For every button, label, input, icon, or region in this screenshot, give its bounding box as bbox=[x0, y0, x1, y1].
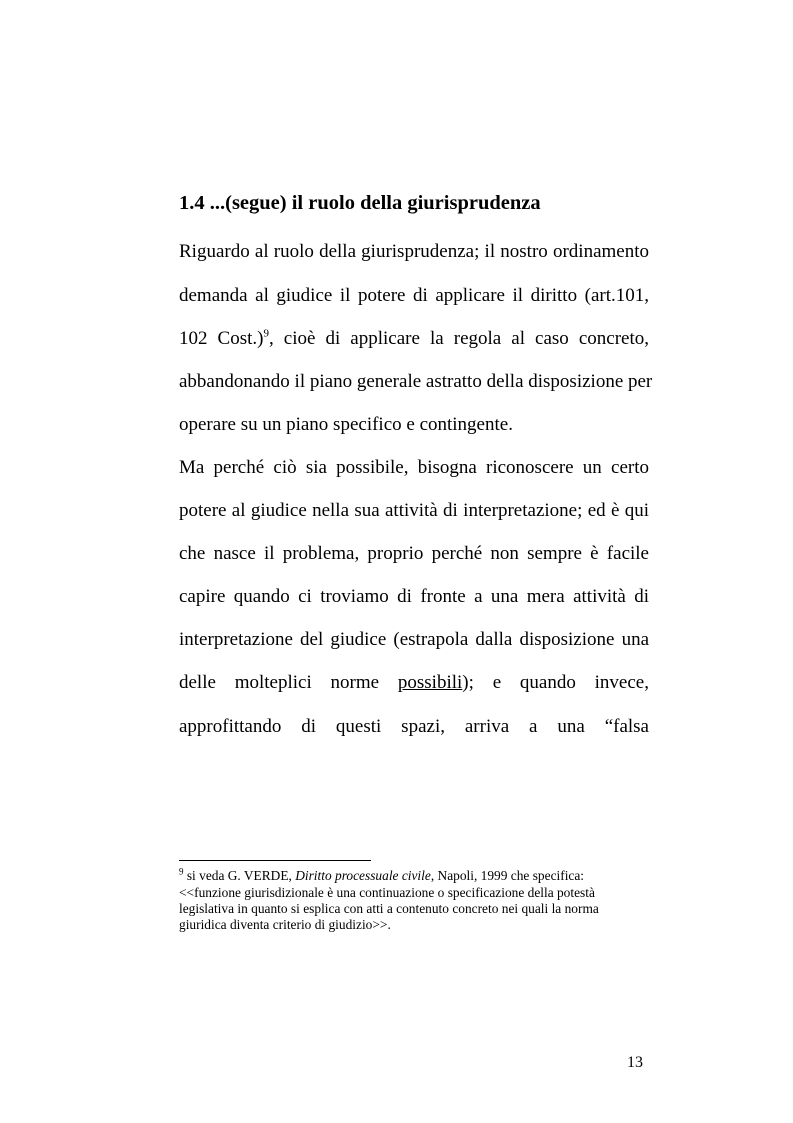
body-line bbox=[179, 670, 649, 696]
footnote-line bbox=[179, 867, 584, 884]
body-text: , cioè di applicare la regola al caso concreto, bbox=[268, 328, 649, 349]
body-line: Ma perché ciò sia possibile, bisogna riconoscere un certo bbox=[179, 457, 649, 478]
footnote-text: si veda G. VERDE, bbox=[183, 868, 296, 883]
book-title: Diritto processuale civile bbox=[295, 868, 431, 883]
body-text: ); e quando invece, bbox=[462, 672, 649, 693]
footnote-line: legislativa in quanto si esplica con atti a contenuto concreto nei quali la norma bbox=[179, 901, 599, 916]
underlined-word: possibili bbox=[397, 672, 463, 693]
body-line: demanda al giudice il potere di applicare il diritto (art.101, bbox=[179, 285, 649, 306]
body-line: che nasce il problema, proprio perché non sempre è facile bbox=[179, 543, 649, 564]
footnote-text: , Napoli, 1999 che specifica: bbox=[430, 868, 585, 883]
body-line: abbandonando il piano generale astratto della disposizione per bbox=[179, 371, 653, 392]
body-line: interpretazione del giudice (estrapola dalla disposizione una bbox=[179, 629, 649, 650]
body-line: operare su un piano specifico e contingente. bbox=[179, 414, 513, 435]
footnote-line: giuridica diventa criterio di giudizio>>. bbox=[179, 917, 391, 932]
section-heading: 1.4 ...(segue) il ruolo della giurisprudenza bbox=[179, 192, 541, 214]
body-line bbox=[179, 326, 649, 352]
footnote-line: <<funzione giurisdizionale è una continuazione o specificazione della potestà bbox=[179, 885, 595, 900]
footnote-separator bbox=[179, 860, 371, 861]
footnote-reference[interactable]: 9 bbox=[263, 327, 269, 340]
body-line: Riguardo al ruolo della giurisprudenza; il nostro ordinamento bbox=[179, 241, 649, 262]
body-line: approfittando di questi spazi, arriva a una “falsa bbox=[179, 716, 649, 737]
body-line: capire quando ci troviamo di fronte a una mera attività di bbox=[179, 586, 649, 607]
body-line: potere al giudice nella sua attività di interpretazione; ed è qui bbox=[179, 500, 649, 521]
footnote-marker: 9 bbox=[179, 866, 184, 877]
page-number: 13 bbox=[627, 1054, 643, 1071]
body-text: 102 Cost.) bbox=[179, 328, 264, 349]
body-text: delle molteplici norme bbox=[179, 672, 398, 693]
